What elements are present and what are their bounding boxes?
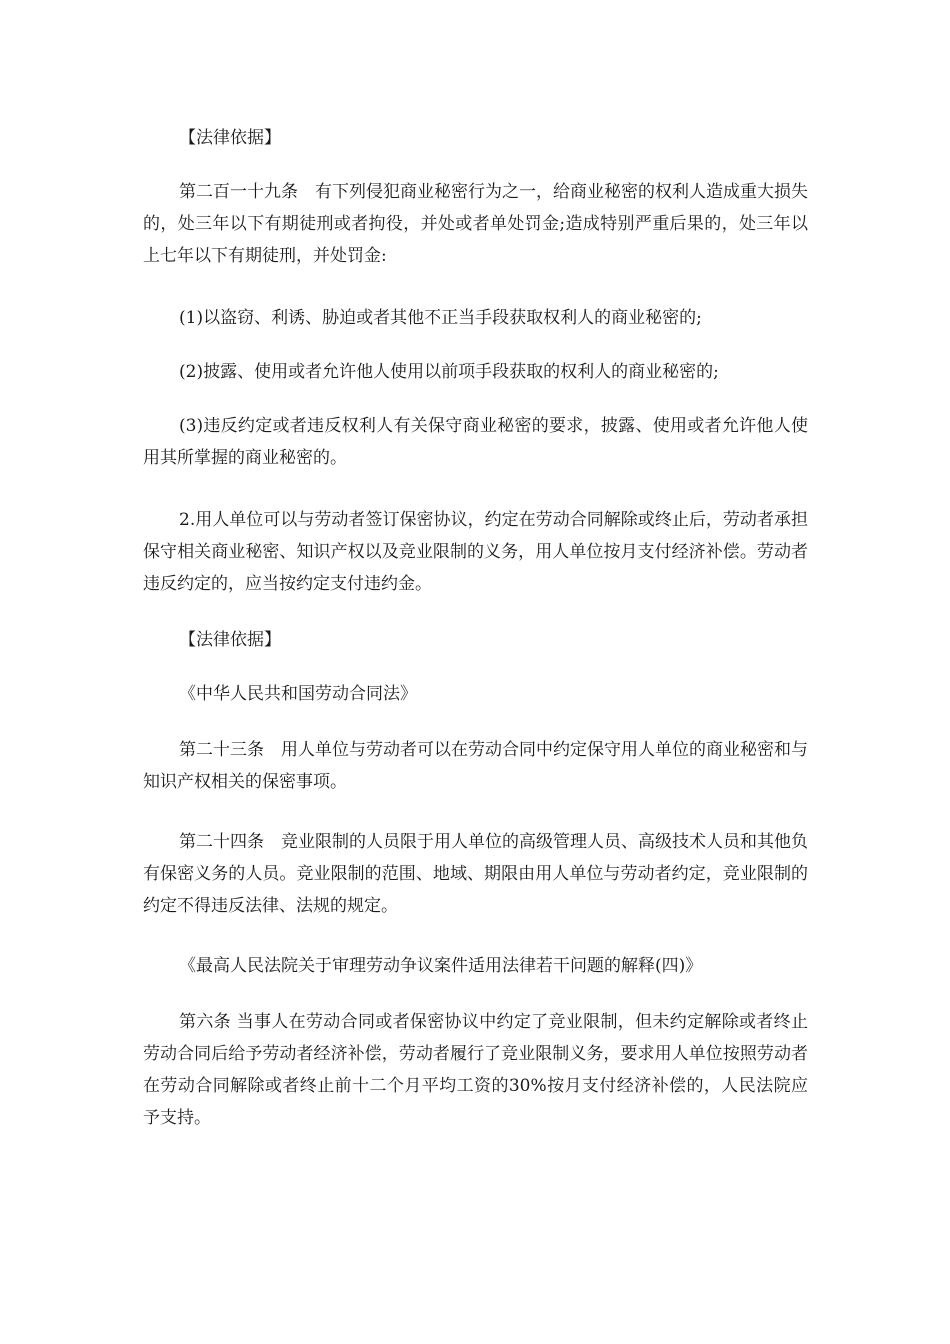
legal-basis-heading-2: 【法律依据】 [179,630,281,650]
labor-contract-law-title: 《中华人民共和国劳动合同法》 [179,684,417,704]
clause-3-paragraph: (3)违反约定或者违反权利人有关保守商业秘密的要求，披露、使用或者允许他人使用其所掌握的商业秘密的。 [143,416,808,468]
judicial-interpretation-title: 《最高人民法院关于审理劳动争议案件适用法律若干问题的解释(四)》 [179,956,703,976]
clause-2-paragraph: (2)披露、使用或者允许他人使用以前项手段获取的权利人的商业秘密的; [179,362,719,382]
clause-1-paragraph: (1)以盗窃、利诱、胁迫或者其他不正当手段获取权利人的商业秘密的; [179,308,702,328]
article-24-paragraph: 第二十四条 竞业限制的人员限于用人单位的高级管理人员、高级技术人员和其他负有保密义务的人员。竞业限制的范围、地域、期限由用人单位与劳动者约定，竞业限制的约定不得违反法律、法规的规定。 [143,832,808,916]
article-6-paragraph: 第六条 当事人在劳动合同或者保密协议中约定了竞业限制，但未约定解除或者终止劳动合同后给予劳动者经济补偿，劳动者履行了竞业限制义务，要求用人单位按照劳动者在劳动合同解除或者终止前十二个月平均工资的30%按月支付经济补偿的，人民法院应予支持。 [143,1012,808,1128]
article-219-paragraph: 第二百一十九条 有下列侵犯商业秘密行为之一，给商业秘密的权利人造成重大损失的，处三年以下有期徒刑或者拘役，并处或者单处罚金;造成特别严重后果的，处三年以上七年以下有期徒刑，并处罚金: [143,182,808,266]
confidentiality-agreement-paragraph: 2.用人单位可以与劳动者签订保密协议，约定在劳动合同解除或终止后，劳动者承担保守相关商业秘密、知识产权以及竞业限制的义务，用人单位按月支付经济补偿。劳动者违反约定的，应当按约定支付违约金。 [143,510,808,594]
legal-basis-heading-1: 【法律依据】 [179,128,281,148]
article-23-paragraph: 第二十三条 用人单位与劳动者可以在劳动合同中约定保守用人单位的商业秘密和与知识产权相关的保密事项。 [143,740,808,792]
